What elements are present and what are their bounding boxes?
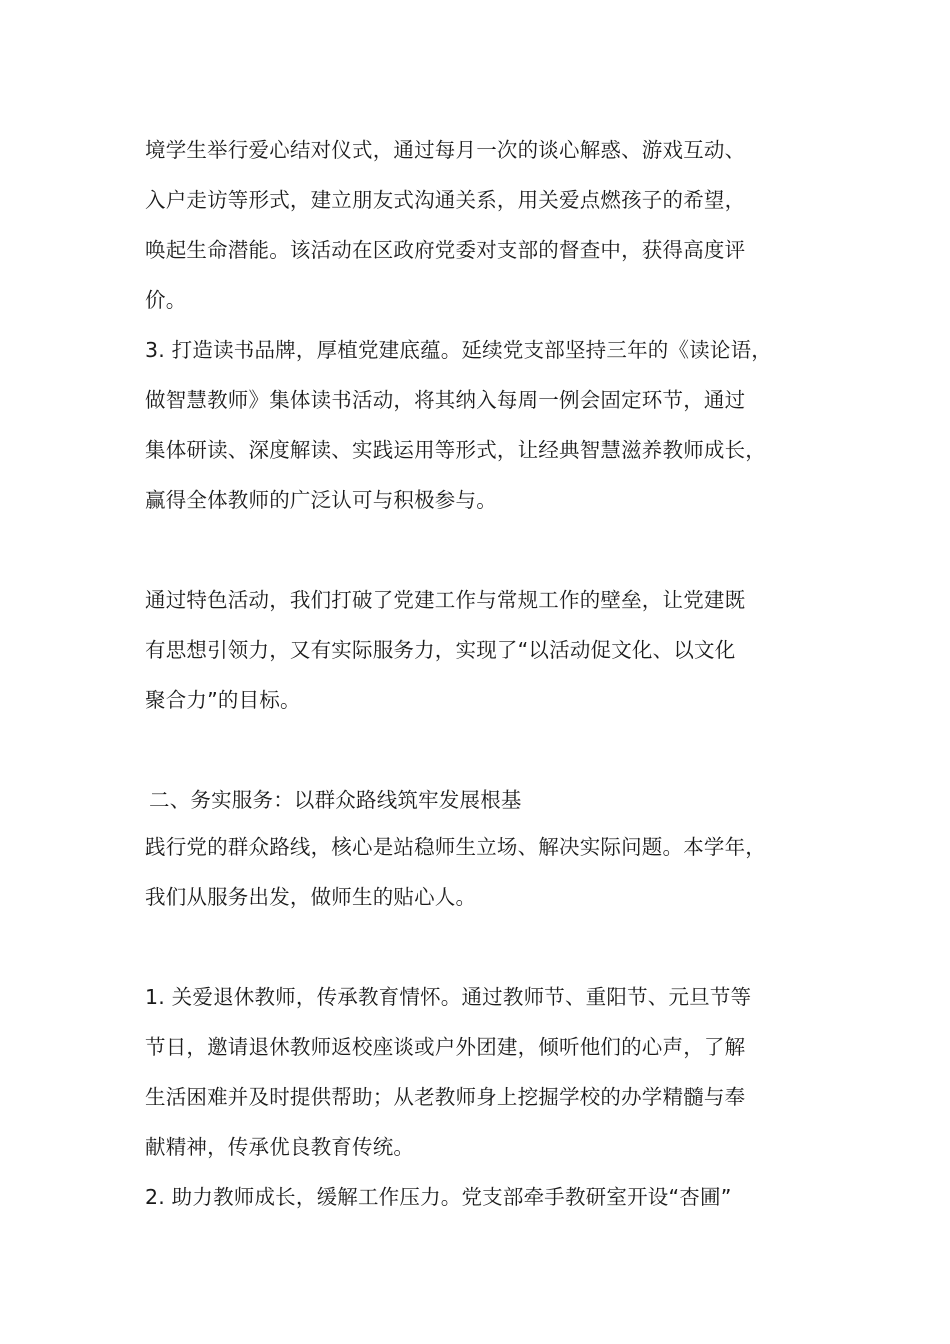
text-line: 践行党的群众路线，核心是站稳师生立场、解决实际问题。本学年， xyxy=(145,835,766,859)
paragraph-teacher-growth xyxy=(145,1172,825,1222)
text-line: 通过特色活动，我们打破了党建工作与常规工作的壁垒，让党建既 xyxy=(145,588,746,612)
text-line: 节日，邀请退休教师返校座谈或户外团建，倾听他们的心声，了解 xyxy=(145,1035,746,1059)
text-line: 1. 关爱退休教师，传承教育情怀。通过教师节、重阳节、元旦节等 xyxy=(145,985,752,1009)
text-line: 3. 打造读书品牌，厚植党建底蕴。延续党支部坚持三年的《读论语， xyxy=(145,338,772,362)
text-line: 入户走访等形式，建立朋友式沟通关系，用关爱点燃孩子的希望， xyxy=(145,188,746,212)
text-line: 有思想引领力，又有实际服务力，实现了“以活动促文化、以文化 xyxy=(145,638,736,662)
text-line: 集体研读、深度解读、实践运用等形式，让经典智慧滋养教师成长， xyxy=(145,438,766,462)
section-heading-block xyxy=(145,775,825,825)
text-line: 聚合力”的目标。 xyxy=(145,688,301,712)
text-line: 我们从服务出发，做师生的贴心人。 xyxy=(145,885,477,909)
text-line: 生活困难并及时提供帮助；从老教师身上挖掘学校的办学精髓与奉 xyxy=(145,1085,746,1109)
text-line: 2. 助力教师成长，缓解工作压力。党支部牵手教研室开设“杏圃” xyxy=(145,1185,732,1209)
text-line: 赢得全体教师的广泛认可与积极参与。 xyxy=(145,488,497,512)
text-line: 唤起生命潜能。该活动在区政府党委对支部的督查中，获得高度评 xyxy=(145,238,746,262)
paragraph-activity-summary xyxy=(145,575,825,725)
paragraph-retired-teachers xyxy=(145,972,825,1172)
text-line: 价。 xyxy=(145,288,187,312)
text-line: 献精神，传承优良教育传统。 xyxy=(145,1135,415,1159)
paragraph-mass-line xyxy=(145,822,825,922)
paragraph-caring-students xyxy=(145,125,825,325)
paragraph-reading-brand xyxy=(145,325,825,525)
text-line: 境学生举行爱心结对仪式，通过每月一次的谈心解惑、游戏互动、 xyxy=(145,138,746,162)
text-line: 做智慧教师》集体读书活动，将其纳入每周一例会固定环节，通过 xyxy=(145,388,746,412)
section-heading: 二、务实服务：以群众路线筑牢发展根基 xyxy=(149,788,522,812)
